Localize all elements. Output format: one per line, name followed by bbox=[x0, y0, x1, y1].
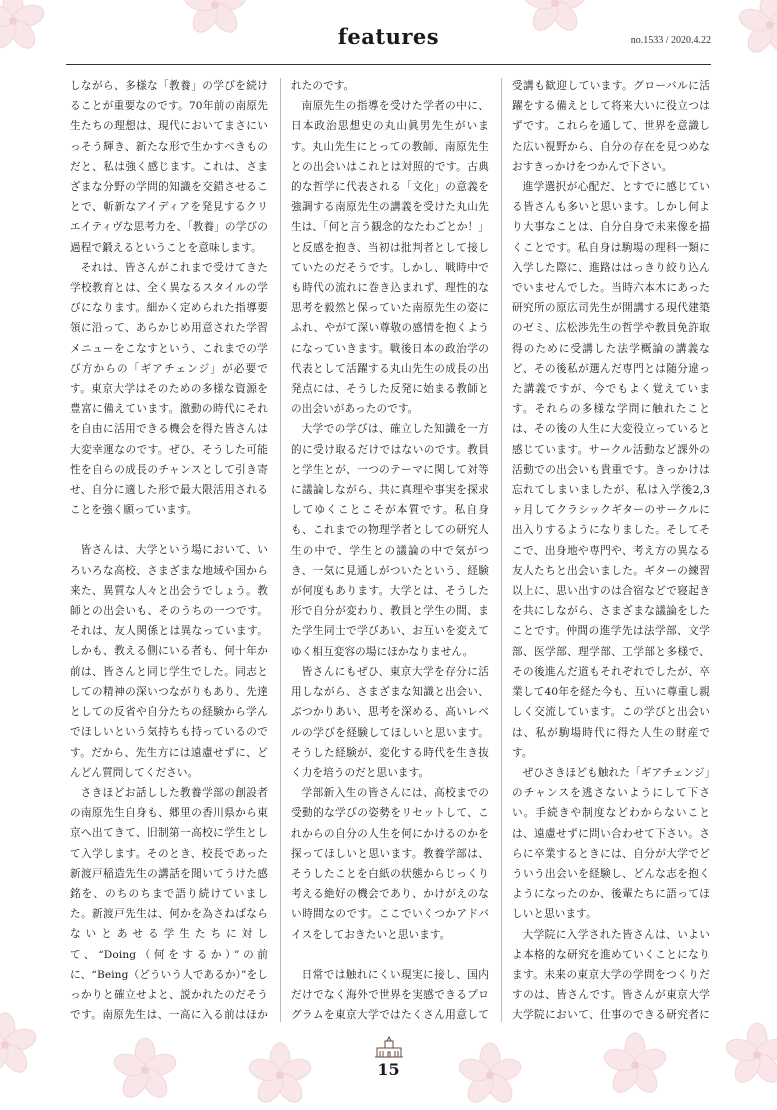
cherry-blossom-icon bbox=[722, 1020, 777, 1090]
paragraph: 日常では触れにくい現実に接し、国内だけでなく海外で世界を実感できるプログラムを東京大学ではたくさん用意して bbox=[291, 968, 489, 1022]
article-column-2 bbox=[291, 76, 489, 1022]
paragraph: 学部新入生の皆さんには、高校までの受動的な学びの姿勢をリセットして、これからの自分の人生を何にかけるのかを探ってほしいと思います。教養学部は、そうしたことを白紙の状態からじっくり考える絶好の機会であり、かけがえのない時間なのです。ここでいくつかアドバイスをしておきたいと思います。 bbox=[291, 787, 489, 941]
paragraph: ぜひさきほども触れた「ギアチェンジ」のチャンスを逃さないようにして下さい。手続きや制度などわからないことは、遠慮せずに問い合わせて下さい。さらに卒業するときには、自分が大学でどういう出会いを経験し、どんな志を抱くようになったのか、後輩たちに語ってほしいと思います。 bbox=[512, 766, 710, 921]
paragraph: 進学選択が心配だ、とすでに感じている皆さんも多いと思います。しかし何より大事なことは、自分自身で未来像を描くことです。私自身は駒場の理科一類に入学した際に、進路ははっきり絞り込んでいませんでした。当時六本木にあった研究所の原広司先生が開講する現代建築のゼミ、広松渉先生の哲学や教員免許取得のために受講した法学概論の講義など、その後私が選んだ専門とは随分違った講義ですが、今でもよく覚えています。それらの多様な学問に触れたことは、その後の人生に大変役立っていると感じています。サークル活動など課外の活動での出会いも貴重です。きっかけは忘れてしまいましたが、私は入学後2,3ヶ月してクラシックギターのサークルに出入りするようになりました。そしてそこで、出身地や専門や、考え方の異なる友人たちと出会いました。ギターの練習以上に、思い出すのは合宿などで寝起きを共にしながら、さまざまな議論をしたことです。仲間の進学先は法学部、文学部、医学部、理学部、工学部と多様で、その後進んだ道もそれぞれでしたが、卒業して40年を経た今も、互いに尊重し親しく交流しています。この学びと出会いは、私が駒場時代に得た人生の財産です。 bbox=[512, 181, 710, 759]
cherry-blossom-icon bbox=[0, 0, 48, 56]
paragraph: 南原先生の指導を受けた学者の中に、日本政治思想史の丸山眞男先生がいます。丸山先生にとっての教師、南原先生との出会いはこれとは対照的です。古典的な哲学に代表される「文化」の意義を強調する南原先生の講義を受けた丸山先生は、「何と言う観念的なたわごとか！」と反感を抱き、当初は批判者として接していたのだそうです。しかし、戦時中でも時代の流れに巻き込まれず、理性的な思考を毅然と保っていた南原先生の姿にふれ、やがて深い尊敬の感情を抱くようになっていきます。戦後日本の政治学の代表として活躍する丸山先生の成長の出発点には、そうした反発に始まる教師との出会いがあったのです。 bbox=[291, 100, 489, 416]
article-column-3 bbox=[512, 76, 710, 1022]
building-logo-icon bbox=[373, 1036, 405, 1058]
cherry-blossom-icon bbox=[735, 0, 777, 60]
article-body bbox=[70, 76, 710, 1022]
paragraph: れたのです。 bbox=[291, 80, 355, 92]
paragraph: それは、皆さんがこれまで受けてきた学校教育とは、全く異なるスタイルの学びになります。細かく定められた指導要領に沿って、あらかじめ用意された学習メニューをこなすという、これまでの学び方からの「ギアチェンジ」が必要です。東京大学はそのための多様な資源を豊富に備えています。激動の時代にそれを自由に活用できる機会を得た皆さんは大変幸運なのです。ぜひ、そうした可能性を自らの成長のチャンスとして引き寄せ、自分に適した形で最大限活用されることを強く願っています。 bbox=[70, 261, 268, 517]
section-title: features bbox=[337, 24, 440, 49]
paragraph: さきほどお話しした教養学部の創設者の南原先生自身も、郷里の香川県から東京へ出てきて、旧制第一高校に学生として入学します。そのとき、校長であった新渡戸稲造先生の講話を聞いてうけた感銘を、のちのちまで語り続けていました。新渡戸先生は、何かを為さねばならないとあせる学生たちに対して、“Doing（何をするか）”の前に、“Being（どういう人であるか）”をしっかりと確立せよと、説かれたのだそうです。南原先生は、一高に入る前はほか bbox=[70, 786, 268, 1022]
paragraph: 大学院に入学された皆さんは、いよいよ本格的な研究を進めていくことになります。未来の東京大学の学問をつくりだすのは、皆さんです。皆さんが東京大学大学院において、仕事のできる研究者に bbox=[512, 928, 710, 1022]
paragraph: 受講も歓迎しています。グローバルに活躍をする備えとして将来大いに役立つはずです。これらを通して、世界を意識した広い視野から、自分の存在を見つめなおすきっかけをつかんで下さい。 bbox=[512, 80, 710, 173]
article-column-1 bbox=[70, 76, 268, 1022]
paragraph: しながら、多様な「教養」の学びを続けることが重要なのです。70年前の南原先生たちの理想は、現代においてまさにいっそう輝き、新たな形で生かすべきものだと、私は強く感じます。これは、さまざまな分野の学問的知識を交錯させることで、斬新なアイディアを発見するクリエイティヴな思考力を、「教養」の学びの過程で鍛えるということを意味します。 bbox=[70, 80, 268, 254]
page-number: 15 bbox=[377, 1060, 400, 1079]
paragraph: 皆さんにもぜひ、東京大学を存分に活用しながら、さまざまな知識と出会い、ぶつかりあい、思考を深める、高いレベルの学びを経験してほしいと思います。そうした経験が、変化する時代を生き抜く力を培うのだと思います。 bbox=[291, 665, 489, 779]
issue-number-date: no.1533 / 2020.4.22 bbox=[630, 35, 711, 46]
paragraph: 大学での学びは、確立した知識を一方的に受け取るだけではないのです。教員と学生とが、一つのテーマに関して対等に議論しながら、共に真理や事実を探求してゆくことこそが本質です。私自身も、これまでの物理学者としての研究人生の中で、学生との議論の中で気がつき、一気に見通しがついたという、経験が何度もあります。大学とは、そうした形で自分が変わり、教員と学生の間、また学生同士で学びあい、お互いを変えてゆく相互変容の場にほかなりません。 bbox=[291, 423, 489, 658]
page-header bbox=[66, 24, 711, 65]
paragraph: 皆さんは、大学という場において、いろいろな高校、さまざまな地域や国から来た、異質な人々と出会うでしょう。教師との出会いも、そのうちの一つです。それは、友人関係とは異なっています。しかも、教える側にいる者も、何十年か前は、皆さんと同じ学生でした。同志としての精神の深いつながりもあり、先達としての反省や自分たちの経験から学んでほしいという気持ちも持っているのです。だから、先生方には遠慮せずに、どんどん質問してください。 bbox=[70, 544, 268, 779]
